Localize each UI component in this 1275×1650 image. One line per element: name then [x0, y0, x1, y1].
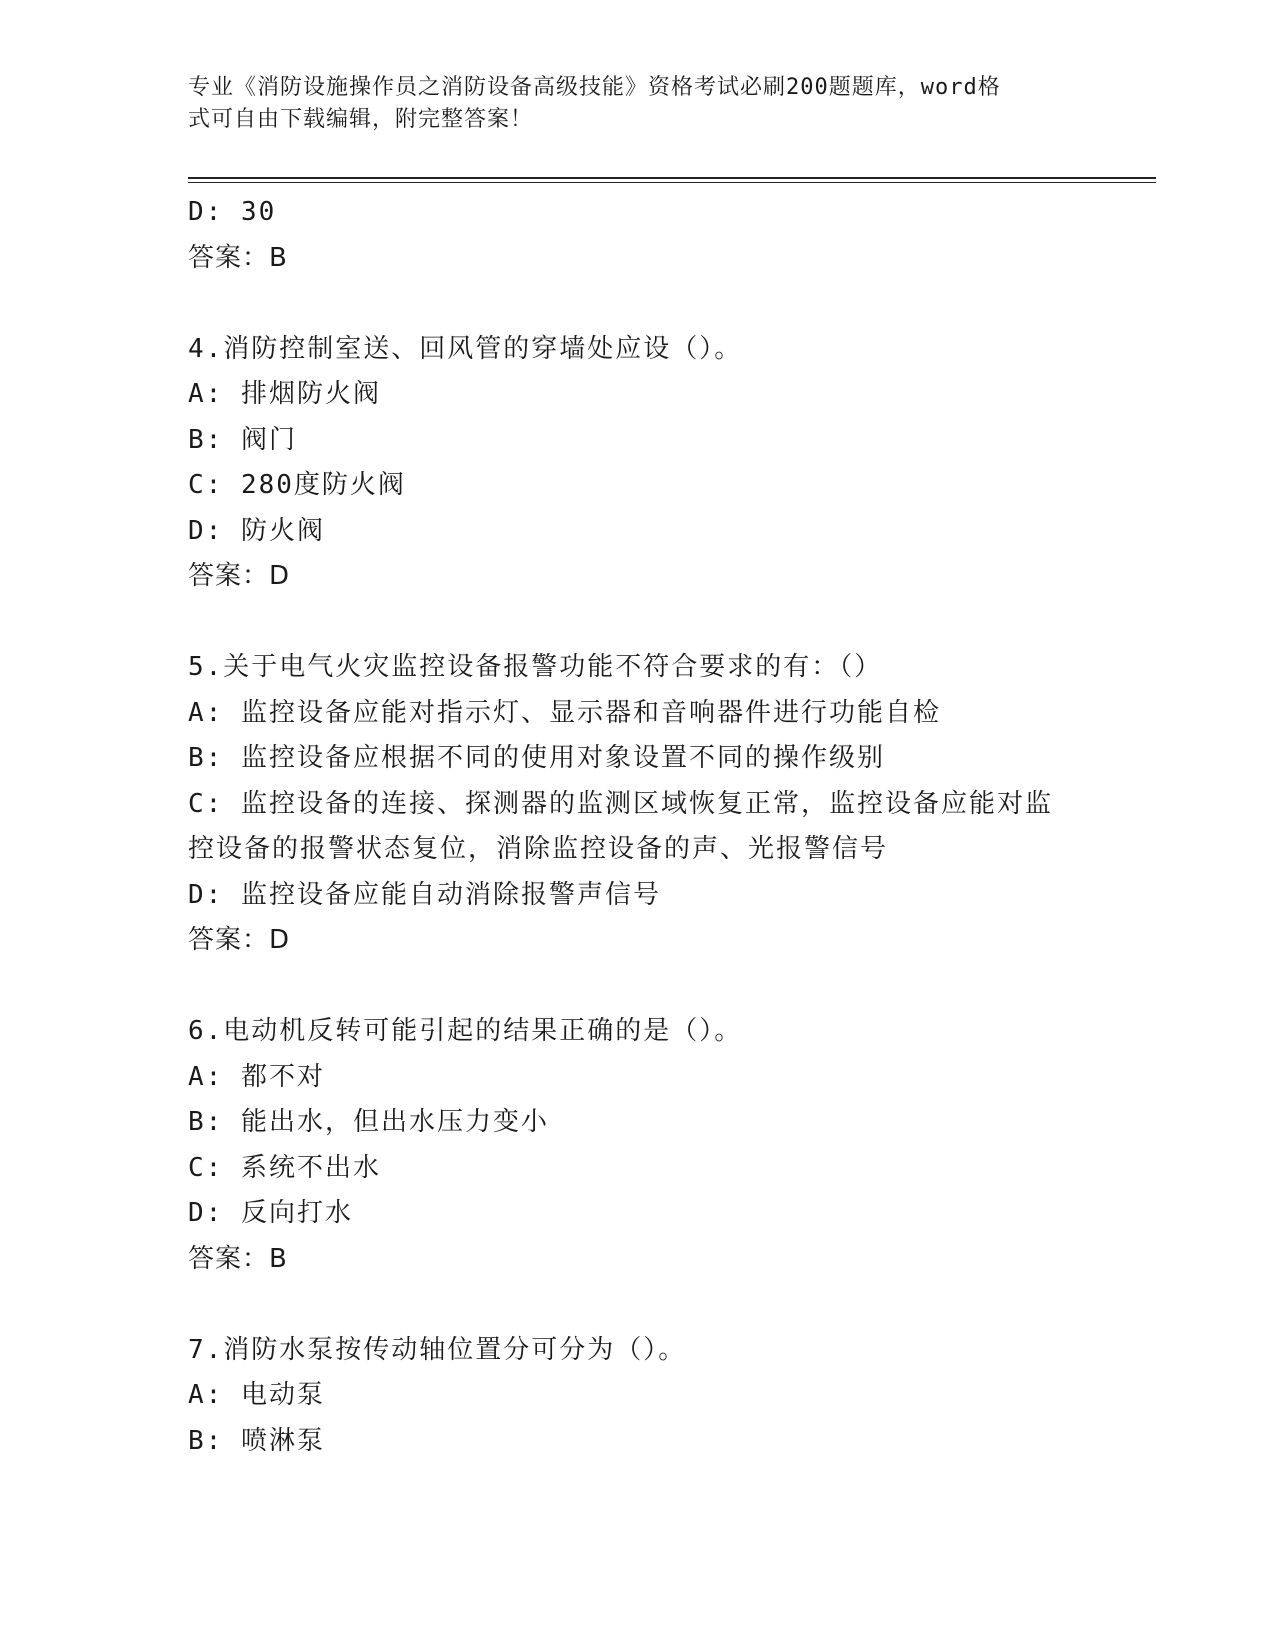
option-a: A: 监控设备应能对指示灯、显示器和音响器件进行功能自检 [188, 697, 941, 728]
question-6 [188, 1009, 1088, 1282]
option-b: B: 监控设备应根据不同的使用对象设置不同的操作级别 [188, 743, 885, 773]
option-d: D: 防火阀 [188, 515, 325, 546]
question-7 [188, 1328, 1088, 1465]
option-c: C: 系统不出水 [188, 1152, 381, 1183]
question-stem: 7.消防水泵按传动轴位置分可分为（）。 [188, 1334, 687, 1365]
option-a: A: 电动泵 [188, 1380, 325, 1410]
option-c: C: 280度防火阀 [188, 470, 406, 500]
spacer [188, 964, 1088, 1010]
header-line-1: 专业《消防设施操作员之消防设备高级技能》资格考试必刷200题题库，word格 [188, 75, 1001, 100]
question-stem: 6.电动机反转可能引起的结果正确的是（）。 [188, 1016, 743, 1046]
option-b: B: 能出水，但出水压力变小 [188, 1107, 549, 1137]
answer: 答案：B [188, 242, 288, 273]
question-stem: 5.关于电气火灾监控设备报警功能不符合要求的有：（） [188, 652, 883, 682]
document-header [188, 72, 1068, 136]
answer: 答案：D [188, 561, 291, 591]
option-b: B: 阀门 [188, 424, 297, 455]
answer: 答案：D [188, 925, 291, 955]
option-a: A: 都不对 [188, 1061, 325, 1092]
option-a: A: 排烟防火阀 [188, 379, 381, 409]
option-d: D: 反向打水 [188, 1198, 353, 1228]
option-d: D: 监控设备应能自动消除报警声信号 [188, 879, 661, 910]
option-d: D: 30 [188, 197, 277, 227]
question-stem: 4.消防控制室送、回风管的穿墙处应设（）。 [188, 333, 743, 364]
spacer [188, 1282, 1088, 1328]
spacer [188, 281, 1088, 327]
option-c-continued: 控设备的报警状态复位，消除监控设备的声、光报警信号 [188, 834, 889, 864]
question-5 [188, 645, 1088, 964]
answer: 答案：B [188, 1243, 288, 1274]
header-divider-thin [188, 182, 1156, 183]
question-4 [188, 327, 1088, 600]
option-b: B: 喷淋泵 [188, 1425, 325, 1456]
spacer [188, 600, 1088, 646]
header-divider-thick [188, 177, 1156, 179]
option-c: C: 监控设备的连接、探测器的监测区域恢复正常，监控设备应能对监 [188, 788, 1053, 819]
question-list [188, 190, 1088, 1464]
header-line-2: 式可自由下载编辑，附完整答案！ [188, 107, 534, 132]
